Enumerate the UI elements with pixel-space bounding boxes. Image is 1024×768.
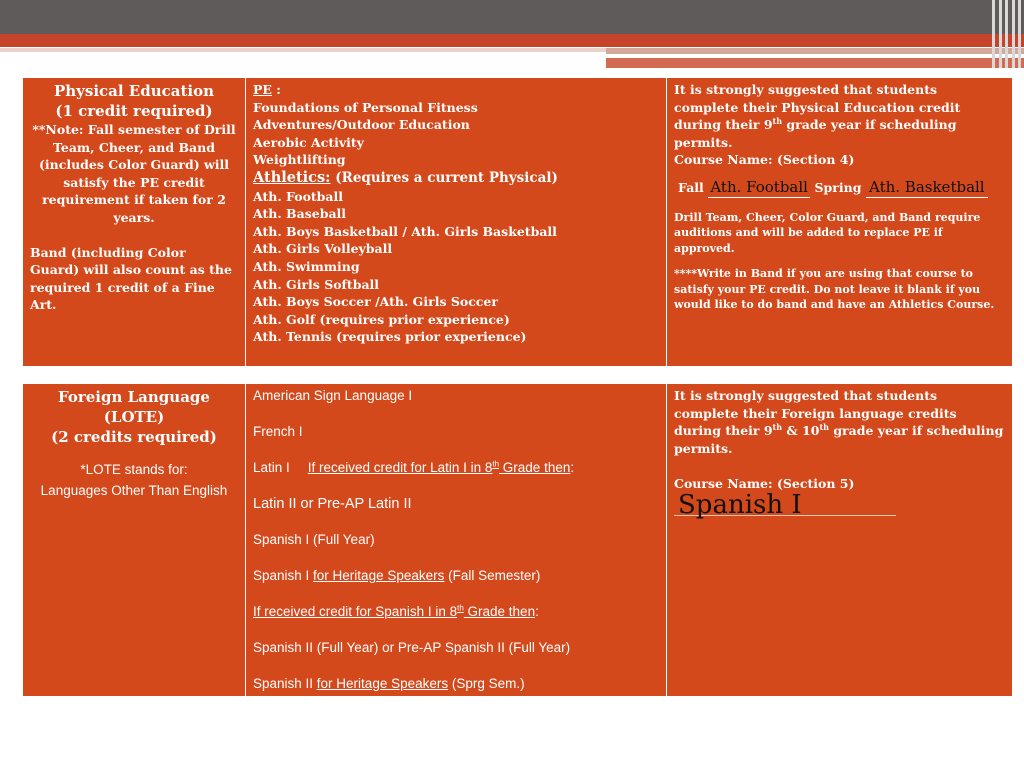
lote-selection-cell [667,384,1013,697]
course-asl: American Sign Language I [253,388,413,403]
spring-label: Spring [814,179,862,195]
pe-course-item: Foundations of Personal Fitness [253,99,478,115]
title-bar [0,0,1024,34]
athletics-heading: Athletics: (Requires a current Physical) [253,168,558,186]
accent-stripe [606,58,1024,68]
ath-course-item: Ath. Girls Softball [253,276,380,292]
pe-selection-cell [667,78,1013,367]
pe-course-item: Weightlifting [253,152,346,168]
band-write-note: ****Write in Band if you are using that course to satisfy your PE credit. Do not leave it blank if you would like to do band and have an Athletics Course. [674,267,995,312]
fall-label: Fall [678,179,704,195]
lote-course-field[interactable]: Spanish I [674,497,896,516]
pe-course-name-label: Course Name: (Section 4) [674,152,855,168]
ath-course-item: Ath. Baseball [253,206,347,222]
latin-row: Latin I If received credit for Latin I in 8th Grade then: [253,459,575,475]
accent-bar [0,34,1024,47]
accent-stripe [0,48,606,52]
lote-table [22,383,1013,697]
spring-course-field[interactable]: Ath. Basketball [866,177,988,198]
lote-course-name-label: Course Name: (Section 5) [674,476,855,492]
lote-meaning: Languages Other Than English [40,483,228,498]
course-french: French I [253,424,303,439]
lote-suggestion: It is strongly suggested that students complete their Foreign language credits during their 9th & 10th grade year if scheduling permits. [674,388,1004,456]
course-latin2: Latin II or Pre-AP Latin II [253,496,412,512]
course-spanish2: Spanish II (Full Year) or Pre-AP Spanish II (Full Year) [253,640,571,655]
ath-course-item: Ath. Football [253,188,344,204]
lote-stands-for: *LOTE stands for: [80,462,188,477]
band-note: Band (including Color Guard) will also count as the required 1 credit of a Fine Art. [30,244,232,313]
course-spanish1-heritage: Spanish I for Heritage Speakers (Fall Semester) [253,568,541,583]
pe-suggestion: It is strongly suggested that students complete their Physical Education credit during their 9th grade year if scheduling permits. [674,82,961,150]
pe-note: **Note: Fall semester of Drill Team, Cheer, and Band (includes Color Guard) will satisfy the PE credit requirement if taken for 2 years. [32,122,236,225]
ath-course-item: Ath. Golf (requires prior experience) [253,311,510,327]
pe-heading: PE : [253,82,281,97]
pe-courses-cell [246,78,667,367]
pe-info-cell [23,78,246,367]
lote-abbrev: (LOTE) [103,408,165,426]
pe-credit: (1 credit required) [55,102,213,120]
fall-course-field[interactable]: Ath. Football [708,177,810,198]
lote-info-cell [23,384,246,697]
course-spanish2-heritage: Spanish II for Heritage Speakers (Sprg Sem.) [253,676,525,691]
lote-credit: (2 credits required) [51,428,217,446]
pe-title: Physical Education [53,82,215,100]
ath-course-item: Ath. Swimming [253,258,360,274]
course-spanish1: Spanish I (Full Year) [253,532,375,547]
spanish-condition: If received credit for Spanish I in 8th Grade then: [253,603,539,619]
table-row [23,384,1013,697]
audition-note: Drill Team, Cheer, Color Guard, and Band require auditions and will be added to replace PE if approved. [674,210,981,255]
ath-course-item: Ath. Boys Soccer /Ath. Girls Soccer [253,294,498,310]
pe-table [22,77,1013,367]
accent-stripe [606,48,1024,54]
fall-spring-row [674,177,1005,198]
lote-title: Foreign Language [58,388,210,406]
lote-courses-cell [246,384,667,697]
pe-course-item: Aerobic Activity [253,134,364,150]
pe-course-item: Adventures/Outdoor Education [253,117,470,133]
table-row [23,78,1013,367]
ath-course-item: Ath. Boys Basketball / Ath. Girls Basketball [253,223,557,239]
decorative-lines [990,0,1024,68]
ath-course-item: Ath. Tennis (requires prior experience) [253,329,527,345]
ath-course-item: Ath. Girls Volleyball [253,241,393,257]
